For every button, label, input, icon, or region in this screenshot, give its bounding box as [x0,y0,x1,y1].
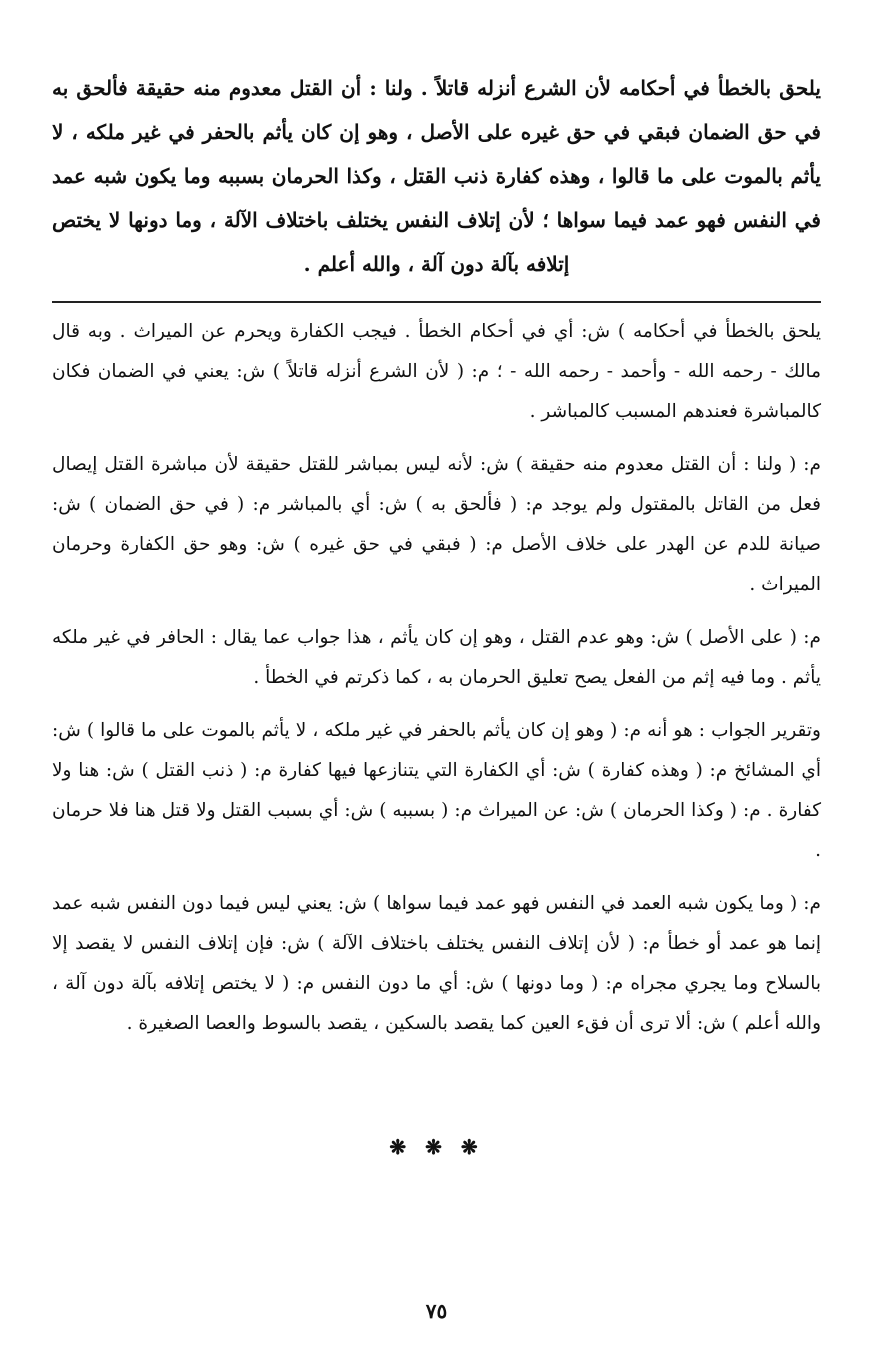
footnote-divider [52,301,821,303]
commentary-paragraph-4: وتقرير الجواب : هو أنه م: ( وهو إن كان يأثم بالحفر في غير ملكه ، لا يأثم بالموت على ما قالوا ) ش: أي المشائخ م: ( وهذه كفارة ) ش: أي الكفارة التي يتنازعها فيها كفارة م: ( ذنب القتل ) ش: هنا ولا كفارة . م: ( وكذا الحرمان ) ش: عن الميراث م: ( بسببه ) ش: أي بسبب القتل ولا قتل هنا فلا حرمان . [52,720,821,861]
commentary-paragraph-3: م: ( على الأصل ) ش: وهو عدم القتل ، وهو إن كان يأثم ، هذا جواب عما يقال : الحافر في غير ملكه يأثم . وما فيه إثم من الفعل يصح تعليق الحرمان به ، كما ذكرتم في الخطأ . [52,627,821,688]
main-text-block [52,66,821,286]
commentary-block [52,312,821,1057]
commentary-paragraph-5: م: ( وما يكون شبه العمد في النفس فهو عمد فيما سواها ) ش: يعني ليس فيما دون النفس شبه عمد إنما هو عمد أو خطأ م: ( لأن إتلاف النفس يختلف باختلاف الآلة ) ش: فإن إتلاف النفس لا يقصد إلا بالسلاح وما يجري مجراه م: ( وما دونها ) ش: أي ما دون النفس م: ( لا يختص إتلافه بآلة دون آلة ، والله أعلم ) ش: ألا ترى أن فقء العين كما يقصد بالسكين ، يقصد بالسوط والعصا الصغيرة . [52,893,821,1034]
main-text-paragraph: يلحق بالخطأ في أحكامه لأن الشرع أنزله قاتلاً . ولنا : أن القتل معدوم منه حقيقة فألحق به في حق الضمان فبقي في حق غيره على الأصل ، وهو إن كان يأثم بالحفر في غير ملكه ، لا يأثم بالموت على ما قالوا ، وهذه كفارة ذنب القتل ، وكذا الحرمان بسببه وما يكون شبه عمد في النفس فهو عمد فيما سواها ؛ لأن إتلاف النفس يختلف باختلاف الآلة ، وما دونها لا يختص إتلافه بآلة دون آلة ، والله أعلم . [52,76,822,276]
page-number: ٧٥ [425,1299,448,1323]
section-separator: ❋ ❋ ❋ [389,1135,484,1159]
commentary-paragraph-1: يلحق بالخطأ في أحكامه ) ش: أي في أحكام الخطأ . فيجب الكفارة ويحرم عن الميراث . وبه قال مالك - رحمه الله - وأحمد - رحمه الله - ؛ م: ( لأن الشرع أنزله قاتلاً ) ش: يعني في الضمان فكان كالمباشرة فعندهم المسبب كالمباشر . [52,321,821,422]
commentary-paragraph-2: م: ( ولنا : أن القتل معدوم منه حقيقة ) ش: لأنه ليس بمباشر للقتل حقيقة لأن مباشرة القتل إيصال فعل من القاتل بالمقتول ولم يوجد م: ( فألحق به ) ش: أي بالمباشر م: ( في حق الضمان ) ش: صيانة للدم عن الهدر على خلاف الأصل م: ( فبقي في حق غيره ) ش: وهو حق الكفارة وحرمان الميراث . [52,454,821,595]
